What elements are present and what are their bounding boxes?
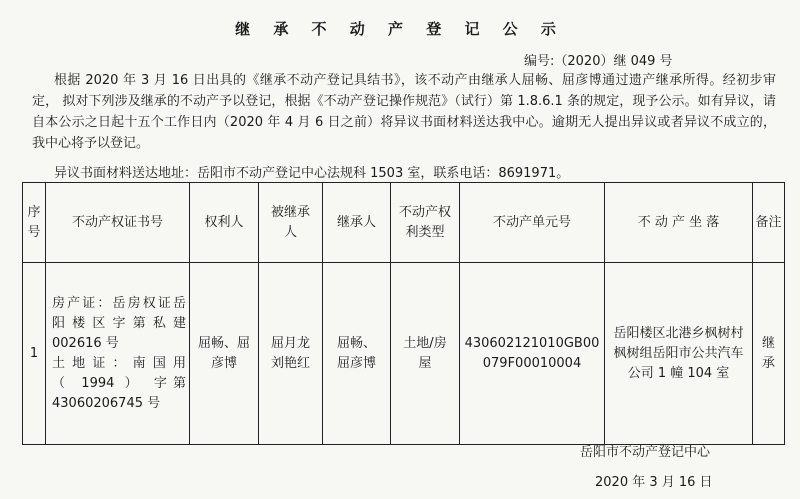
header-heir: 继承人 bbox=[323, 183, 391, 263]
header-cert-number: 不动产权证书号 bbox=[46, 183, 190, 263]
header-remark: 备注 bbox=[753, 183, 785, 263]
cell-deceased: 屈月龙刘艳红 bbox=[259, 263, 323, 445]
header-deceased: 被继承人 bbox=[259, 183, 323, 263]
issuing-organization: 岳阳市不动产登记中心 bbox=[580, 445, 711, 460]
cert-line: （ 1994 ） 字第 bbox=[52, 375, 186, 391]
cell-seq: 1 bbox=[23, 263, 46, 445]
cert-line: 阳楼区字第私建 bbox=[52, 315, 186, 331]
header-seq: 序号 bbox=[23, 183, 46, 263]
cell-remark: 继承 bbox=[753, 263, 785, 445]
notice-body: 根据 2020 年 3 月 16 日出具的《继承不动产登记具结书》，该不动产由继承人屈畅、屈彦博通过遗产继承所得。经初步审定， 拟对下列涉及继承的不动产予以登记，根据《不动产登记操作规范》（试行）第 1.8.6.1 条的规定，现予公示。如有异议，请自本公示之日起十五个工作日内（2020 年 4 月 6 日之前）将异议书面材料送达我中心。逾期无人提出异议或者异议不成立的，我中心将予以登记。 bbox=[32, 73, 776, 151]
cell-heir: 屈畅、屈彦博 bbox=[323, 263, 391, 445]
notice-title: 继 承 不 动 产 登 记 公 示 bbox=[235, 20, 565, 38]
cert-line: 房产证：岳房权证岳 bbox=[52, 295, 186, 311]
cell-unit-number: 430602121010GB00079F00010004 bbox=[460, 263, 605, 445]
cell-right-type: 土地/房屋 bbox=[391, 263, 460, 445]
table-row bbox=[23, 263, 785, 445]
table-header-row bbox=[23, 183, 785, 263]
header-unit-number: 不动产单元号 bbox=[460, 183, 605, 263]
cell-cert-number bbox=[46, 263, 190, 445]
header-right-holder: 权利人 bbox=[190, 183, 259, 263]
cert-line: 土地证：南国用 bbox=[52, 355, 186, 371]
document-number: 编号:（2020）继 049 号 bbox=[524, 54, 673, 69]
issue-date: 2020 年 3 月 16 日 bbox=[595, 475, 713, 490]
cert-line: 43060206745 号 bbox=[52, 395, 161, 411]
cert-line: 002616 号 bbox=[52, 335, 119, 351]
objection-address: 异议书面材料送达地址：岳阳市不动产登记中心法规科 1503 室，联系电话：8691971。 bbox=[54, 166, 570, 181]
header-location: 不 动 产 坐 落 bbox=[605, 183, 753, 263]
header-right-type: 不动产权利类型 bbox=[391, 183, 460, 263]
cell-location: 岳阳楼区北港乡枫树村枫树组岳阳市公共汽车公司 1 幢 104 室 bbox=[605, 263, 753, 445]
cell-right-holder: 屈畅、屈彦博 bbox=[190, 263, 259, 445]
property-table bbox=[22, 182, 785, 445]
